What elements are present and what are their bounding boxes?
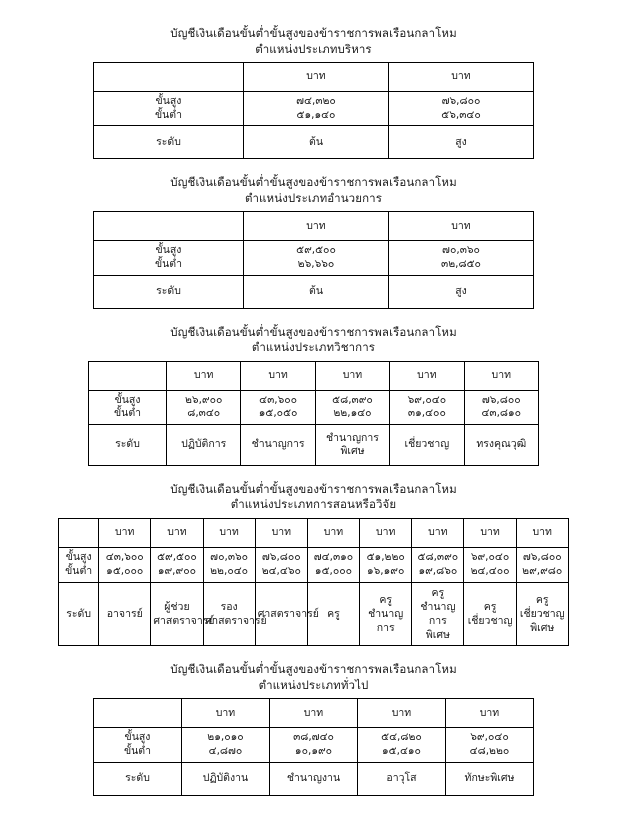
salary-table-block: [0, 482, 627, 646]
unit-header-cell: บาท: [358, 699, 446, 728]
minmax-row: [89, 390, 539, 424]
max-salary-value: ๕๔,๘๒๐: [381, 731, 422, 744]
corner-blank-cell: [59, 518, 99, 547]
salary-range-cell: [244, 241, 389, 275]
max-salary-value: ๗๐,๓๖๐: [442, 244, 480, 257]
unit-header-cell: บาท: [412, 518, 464, 547]
unit-header-cell: บาท: [464, 361, 538, 390]
salary-range-cell: [464, 547, 516, 582]
max-row-label: ขั้นสูง: [155, 244, 182, 257]
unit-header-cell: บาท: [241, 361, 315, 390]
corner-blank-cell: [94, 63, 244, 92]
salary-range-cell: [151, 547, 203, 582]
unit-header-cell: บาท: [360, 518, 412, 547]
salary-table-block: [0, 26, 627, 159]
min-salary-value: ๓๒,๘๕๐: [441, 257, 481, 270]
salary-table: [93, 62, 534, 159]
max-row-label: ขั้นสูง: [65, 550, 92, 563]
salary-range-cell: [446, 728, 534, 762]
unit-header-row: [89, 361, 539, 390]
max-salary-value: ๗๔,๓๑๐: [313, 550, 354, 563]
level-row: [59, 582, 569, 646]
level-name-cell: ปฏิบัติการ: [167, 424, 241, 465]
level-name-cell: สูง: [389, 275, 534, 308]
min-salary-value: ๒๔,๔๐๐: [470, 564, 510, 577]
unit-header-cell: บาท: [307, 518, 359, 547]
table-title-group: [0, 662, 627, 693]
salary-range-cell: [99, 547, 151, 582]
level-name-cell: ชำนาญการ: [241, 424, 315, 465]
table-title-group: [0, 175, 627, 206]
salary-table-block: [0, 325, 627, 466]
table-title-sub: ตำแหน่งประเภทวิชาการ: [251, 340, 376, 355]
unit-header-cell: บาท: [446, 699, 534, 728]
max-salary-value: ๗๖,๘๐๐: [441, 95, 481, 108]
level-name-cell: ทรงคุณวุฒิ: [464, 424, 538, 465]
corner-blank-cell: [89, 361, 167, 390]
min-salary-value: ๒๙,๙๘๐: [522, 564, 563, 577]
min-salary-value: ๒๔,๔๖๐: [261, 564, 301, 577]
max-salary-value: ๕๙,๕๐๐: [157, 550, 197, 563]
max-salary-value: ๗๖,๘๐๐: [261, 550, 301, 563]
level-row: [94, 275, 534, 308]
salary-range-cell: [182, 728, 270, 762]
minmax-row-label: [94, 728, 182, 762]
min-salary-value: ๒๖,๖๖๐: [297, 257, 335, 270]
max-salary-value: ๒๖,๙๐๐: [184, 393, 223, 406]
min-salary-value: ๑๕,๐๕๐: [258, 407, 298, 420]
salary-range-cell: [307, 547, 359, 582]
unit-header-cell: บาท: [151, 518, 203, 547]
table-title-main: บัญชีเงินเดือนขั้นต่ำขั้นสูงของข้าราชการพลเรือนกลาโหม: [170, 26, 457, 40]
min-salary-value: ๓๑,๔๐๐: [407, 407, 446, 420]
min-salary-value: ๑๙,๘๖๐: [418, 564, 458, 577]
corner-blank-cell: [94, 699, 182, 728]
salary-range-cell: [244, 92, 389, 126]
min-row-label: ขั้นต่ำ: [154, 257, 183, 270]
table-title-main: บัญชีเงินเดือนขั้นต่ำขั้นสูงของข้าราชการพลเรือนกลาโหม: [170, 481, 457, 496]
min-row-label: ขั้นต่ำ: [154, 108, 183, 121]
unit-header-cell: บาท: [390, 361, 464, 390]
level-name-cell: อาวุโส: [358, 762, 446, 795]
min-salary-value: ๔,๘๗๐: [208, 745, 243, 758]
table-title-main: บัญชีเงินเดือนขั้นต่ำขั้นสูงของข้าราชการพลเรือนกลาโหม: [170, 324, 457, 339]
max-salary-value: ๗๐,๓๖๐: [210, 550, 249, 563]
min-row-label: ขั้นต่ำ: [65, 564, 93, 577]
salary-table: [93, 211, 534, 308]
salary-range-cell: [315, 390, 389, 424]
min-salary-value: ๒๒,๐๔๐: [210, 564, 249, 577]
min-salary-value: ๒๒,๑๔๐: [333, 407, 372, 420]
salary-table-block: [0, 175, 627, 308]
minmax-row-label: [59, 547, 99, 582]
min-salary-value: ๑๖,๑๙๐: [366, 564, 405, 577]
table-title-main: บัญชีเงินเดือนขั้นต่ำขั้นสูงของข้าราชการพลเรือนกลาโหม: [170, 662, 457, 677]
salary-table: [93, 698, 534, 795]
level-name-cell: สูง: [389, 126, 534, 159]
table-title-group: [0, 482, 627, 513]
salary-table-block: [0, 662, 627, 795]
minmax-row-label: [89, 390, 167, 424]
unit-header-row: [59, 518, 569, 547]
max-salary-value: ๔๓,๖๐๐: [259, 393, 298, 406]
level-name-cell: ครู เชี่ยวชาญ: [464, 582, 516, 646]
unit-header-row: [94, 63, 534, 92]
unit-header-cell: บาท: [99, 518, 151, 547]
salary-tables-container: [0, 26, 627, 796]
max-row-label: ขั้นสูง: [124, 731, 151, 744]
max-salary-value: ๒๑,๐๑๐: [207, 731, 244, 744]
level-row-label: ระดับ: [94, 762, 182, 795]
min-salary-value: ๔๘,๒๒๐: [469, 745, 510, 758]
level-name-cell: ศาสตราจารย์: [255, 582, 307, 646]
level-row: [94, 126, 534, 159]
min-salary-value: ๘,๓๔๐: [187, 407, 221, 420]
salary-range-cell: [464, 390, 538, 424]
salary-range-cell: [390, 390, 464, 424]
level-row-label: ระดับ: [94, 126, 244, 159]
minmax-row: [94, 241, 534, 275]
table-title-sub: ตำแหน่งประเภทบริหาร: [255, 41, 372, 56]
level-name-cell: ครู ชำนาญการ: [360, 582, 412, 646]
unit-header-row: [94, 212, 534, 241]
min-row-label: ขั้นต่ำ: [113, 407, 142, 420]
table-title-main: บัญชีเงินเดือนขั้นต่ำขั้นสูงของข้าราชการพลเรือนกลาโหม: [170, 175, 457, 190]
max-salary-value: ๖๙,๐๔๐: [407, 393, 447, 406]
level-name-cell: ต้น: [244, 126, 389, 159]
unit-header-cell: บาท: [389, 212, 534, 241]
max-salary-value: ๓๘,๗๔๐: [293, 731, 334, 744]
table-title-group: [0, 26, 627, 57]
min-salary-value: ๔๓,๘๑๐: [481, 407, 522, 420]
salary-range-cell: [516, 547, 568, 582]
level-row-label: ระดับ: [94, 275, 244, 308]
max-salary-value: ๗๖,๘๐๐: [481, 393, 521, 406]
max-salary-value: ๕๙,๕๐๐: [296, 244, 336, 257]
minmax-row: [94, 728, 534, 762]
unit-header-row: [94, 699, 534, 728]
minmax-row-label: [94, 92, 244, 126]
max-salary-value: ๕๑,๒๒๐: [366, 550, 405, 563]
salary-range-cell: [389, 241, 534, 275]
minmax-row: [59, 547, 569, 582]
level-name-cell: ชำนาญงาน: [270, 762, 358, 795]
salary-range-cell: [241, 390, 315, 424]
unit-header-cell: บาท: [244, 63, 389, 92]
min-salary-value: ๕๑,๑๔๐: [296, 108, 336, 121]
level-name-cell: เชี่ยวชาญ: [390, 424, 464, 465]
unit-header-cell: บาท: [315, 361, 389, 390]
salary-range-cell: [412, 547, 464, 582]
level-row: [89, 424, 539, 465]
level-row-label: ระดับ: [59, 582, 99, 646]
min-salary-value: ๑๕,๐๐๐: [314, 564, 353, 577]
table-title-sub: ตำแหน่งประเภททั่วไป: [258, 677, 369, 692]
level-name-cell: ชำนาญการ พิเศษ: [315, 424, 389, 465]
salary-range-cell: [389, 92, 534, 126]
level-name-cell: ปฏิบัติงาน: [182, 762, 270, 795]
max-salary-value: ๗๔,๓๒๐: [296, 95, 336, 108]
salary-table: [58, 518, 569, 646]
max-salary-value: ๔๓,๖๐๐: [105, 550, 144, 563]
level-name-cell: ผู้ช่วย ศาสตราจารย์: [151, 582, 203, 646]
level-name-cell: ต้น: [244, 275, 389, 308]
level-name-cell: ครู เชี่ยวชาญ พิเศษ: [516, 582, 568, 646]
unit-header-cell: บาท: [182, 699, 270, 728]
minmax-row-label: [94, 241, 244, 275]
level-name-cell: ครู ชำนาญการ พิเศษ: [412, 582, 464, 646]
level-name-cell: ครู: [307, 582, 359, 646]
salary-range-cell: [358, 728, 446, 762]
min-row-label: ขั้นต่ำ: [123, 745, 152, 758]
max-salary-value: ๗๖,๘๐๐: [522, 550, 562, 563]
level-name-cell: รอง ศาสตราจารย์: [203, 582, 255, 646]
min-salary-value: ๑๕,๐๐๐: [106, 564, 144, 577]
unit-header-cell: บาท: [516, 518, 568, 547]
unit-header-cell: บาท: [389, 63, 534, 92]
minmax-row: [94, 92, 534, 126]
salary-range-cell: [203, 547, 255, 582]
salary-table: [88, 361, 539, 466]
level-row-label: ระดับ: [89, 424, 167, 465]
salary-range-cell: [360, 547, 412, 582]
max-salary-value: ๖๙,๐๔๐: [470, 731, 509, 744]
max-salary-value: ๖๙,๐๔๐: [470, 550, 510, 563]
level-name-cell: อาจารย์: [99, 582, 151, 646]
min-salary-value: ๕๖,๓๔๐: [441, 108, 481, 121]
max-row-label: ขั้นสูง: [155, 95, 182, 108]
unit-header-cell: บาท: [464, 518, 516, 547]
max-salary-value: ๕๘,๓๙๐: [417, 550, 459, 563]
level-name-cell: ทักษะพิเศษ: [446, 762, 534, 795]
min-salary-value: ๑๙,๙๐๐: [157, 564, 197, 577]
level-row: [94, 762, 534, 795]
min-salary-value: ๑๐,๑๙๐: [294, 745, 333, 758]
salary-range-cell: [270, 728, 358, 762]
max-salary-value: ๕๘,๓๙๐: [332, 393, 373, 406]
table-title-sub: ตำแหน่งประเภทอำนวยการ: [245, 190, 382, 205]
unit-header-cell: บาท: [270, 699, 358, 728]
unit-header-cell: บาท: [167, 361, 241, 390]
unit-header-cell: บาท: [255, 518, 307, 547]
unit-header-cell: บาท: [244, 212, 389, 241]
salary-range-cell: [167, 390, 241, 424]
max-row-label: ขั้นสูง: [114, 393, 141, 406]
corner-blank-cell: [94, 212, 244, 241]
unit-header-cell: บาท: [203, 518, 255, 547]
table-title-group: [0, 325, 627, 356]
salary-range-cell: [255, 547, 307, 582]
table-title-sub: ตำแหน่งประเภทการสอนหรือวิจัย: [230, 497, 397, 512]
min-salary-value: ๑๕,๔๑๐: [382, 745, 421, 758]
